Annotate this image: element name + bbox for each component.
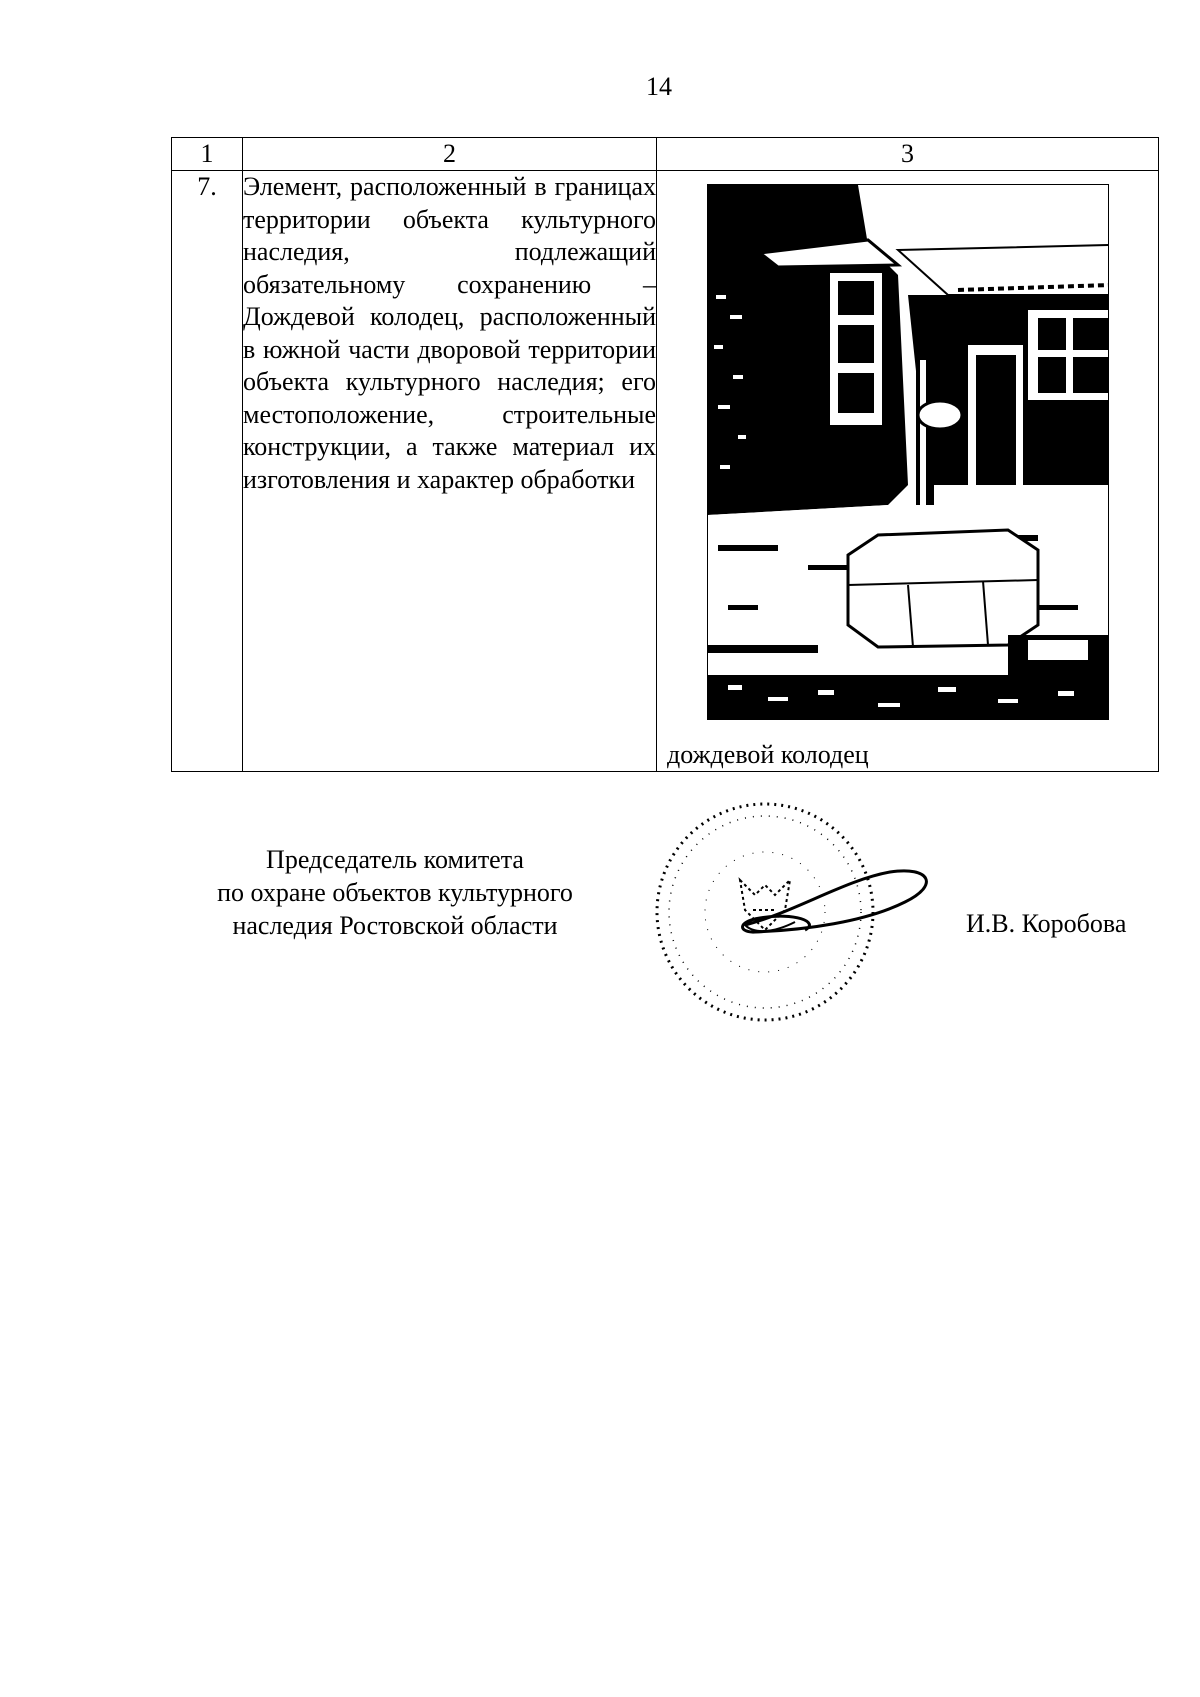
position-line-2: по охране объектов культурного: [217, 878, 573, 907]
photo-caption: дождевой колодец: [667, 740, 869, 769]
object-elements-table: [171, 137, 1159, 772]
row-photo-cell: [657, 171, 1159, 772]
column-header-2: 2: [243, 138, 657, 171]
rain-well-photo: [707, 184, 1109, 720]
table-header-row: [172, 138, 1159, 171]
page-number-text: 14: [646, 72, 672, 101]
seal-icon: [645, 800, 955, 1030]
row-description-cell: [243, 171, 657, 772]
row-description: Элемент, расположенный в границах территории объекта культурного наследия, подлежащий обязательному сохранению – Дождевой колодец, расположенный в южной части дворовой территории объекта культурного наследия; его местоположение, строительные конструкции, а также материал их изготовления и характер обработки: [243, 172, 656, 494]
position-line-3: наследия Ростовской области: [232, 911, 558, 940]
official-seal-and-signature: [645, 800, 955, 1030]
column-header-1: 1: [172, 138, 243, 171]
signatory-position: [190, 843, 600, 942]
position-line-1: Председатель комитета: [266, 845, 524, 874]
signatory-name: И.В. Коробова: [966, 909, 1127, 938]
page-number: [0, 72, 1200, 102]
rain-well-photo-image: [708, 185, 1109, 720]
column-header-3: 3: [657, 138, 1159, 171]
table-row: [172, 171, 1159, 772]
row-number: 7.: [172, 171, 243, 772]
